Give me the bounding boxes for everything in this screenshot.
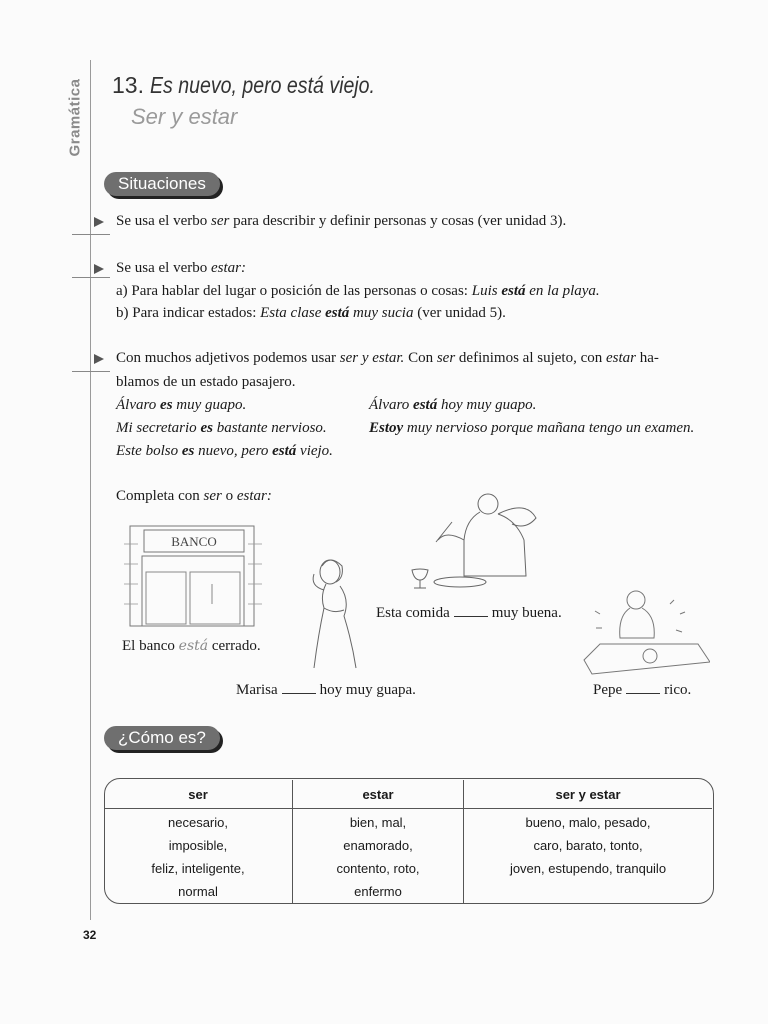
sentence-bank: El banco está cerrado. bbox=[122, 638, 261, 654]
rule-1: Se usa el verbo ser para describir y definir personas y cosas (ver unidad 3). bbox=[116, 213, 567, 229]
bank-sign: BANCO bbox=[171, 534, 217, 549]
table-col-ser: necesario, imposible, feliz, inteligente, normal bbox=[151, 815, 245, 899]
table-header-ser: ser bbox=[104, 780, 293, 809]
section-situaciones: Situaciones bbox=[104, 172, 220, 196]
rule-2-a: a) Para hablar del lugar o posición de las personas o cosas: Luis está en la playa. bbox=[116, 283, 600, 299]
example-2: Mi secretario es bastante nervioso. bbox=[116, 420, 327, 436]
answer-blank[interactable] bbox=[454, 606, 488, 617]
example-3: Este bolso es nuevo, pero está viejo. bbox=[116, 443, 333, 459]
rule-2-b: b) Para indicar estados: Esta clase está muy sucia (ver unidad 5). bbox=[116, 305, 506, 321]
sentence-food: Esta comida muy buena. bbox=[376, 605, 562, 621]
table-header-ser-y-estar: ser y estar bbox=[464, 780, 713, 809]
arrow-bullet-icon bbox=[94, 354, 104, 364]
table-col-ser-y-estar: bueno, malo, pesado, caro, barato, tonto, joven, estupendo, tranquilo bbox=[464, 809, 713, 905]
table-header-estar: estar bbox=[293, 780, 464, 809]
example-4: Álvaro está hoy muy guapo. bbox=[369, 397, 537, 413]
arrow-bullet-icon bbox=[94, 264, 104, 274]
divider bbox=[72, 371, 110, 372]
divider bbox=[72, 234, 110, 235]
sentence-pepe: Pepe rico. bbox=[593, 682, 692, 698]
adjective-table bbox=[104, 780, 712, 904]
page-title: 13. Es nuevo, pero está viejo. bbox=[112, 72, 376, 98]
rule-3-line-1: Con muchos adjetivos podemos usar ser y estar. Con ser definimos al sujeto, con estar ha- bbox=[116, 350, 659, 366]
rule-2-intro: Se usa el verbo estar: bbox=[116, 260, 246, 276]
rule-3-line-2: blamos de un estado pasajero. bbox=[116, 374, 296, 390]
margin-rule bbox=[90, 60, 91, 920]
sentence-marisa: Marisa hoy muy guapa. bbox=[236, 682, 416, 698]
woman-illustration bbox=[300, 556, 370, 674]
arrow-bullet-icon bbox=[94, 217, 104, 227]
man-in-car-illustration bbox=[580, 584, 710, 680]
example-5: Estoy muy nervioso porque mañana tengo un examen. bbox=[369, 420, 695, 436]
bank-illustration bbox=[124, 524, 264, 628]
answer-blank[interactable] bbox=[282, 683, 316, 694]
divider bbox=[72, 277, 110, 278]
exercise-prompt: Completa con ser o estar: bbox=[116, 488, 272, 504]
side-label: Gramática bbox=[66, 78, 84, 157]
section-como-es: ¿Cómo es? bbox=[104, 726, 220, 750]
page-number: 32 bbox=[83, 928, 97, 942]
answer-blank[interactable] bbox=[626, 683, 660, 694]
example-1: Álvaro es muy guapo. bbox=[116, 397, 247, 413]
man-eating-illustration bbox=[406, 490, 546, 590]
page-subtitle: Ser y estar bbox=[131, 104, 238, 129]
table-col-estar: bien, mal, enamorado, contento, roto, enfermo bbox=[293, 809, 464, 905]
